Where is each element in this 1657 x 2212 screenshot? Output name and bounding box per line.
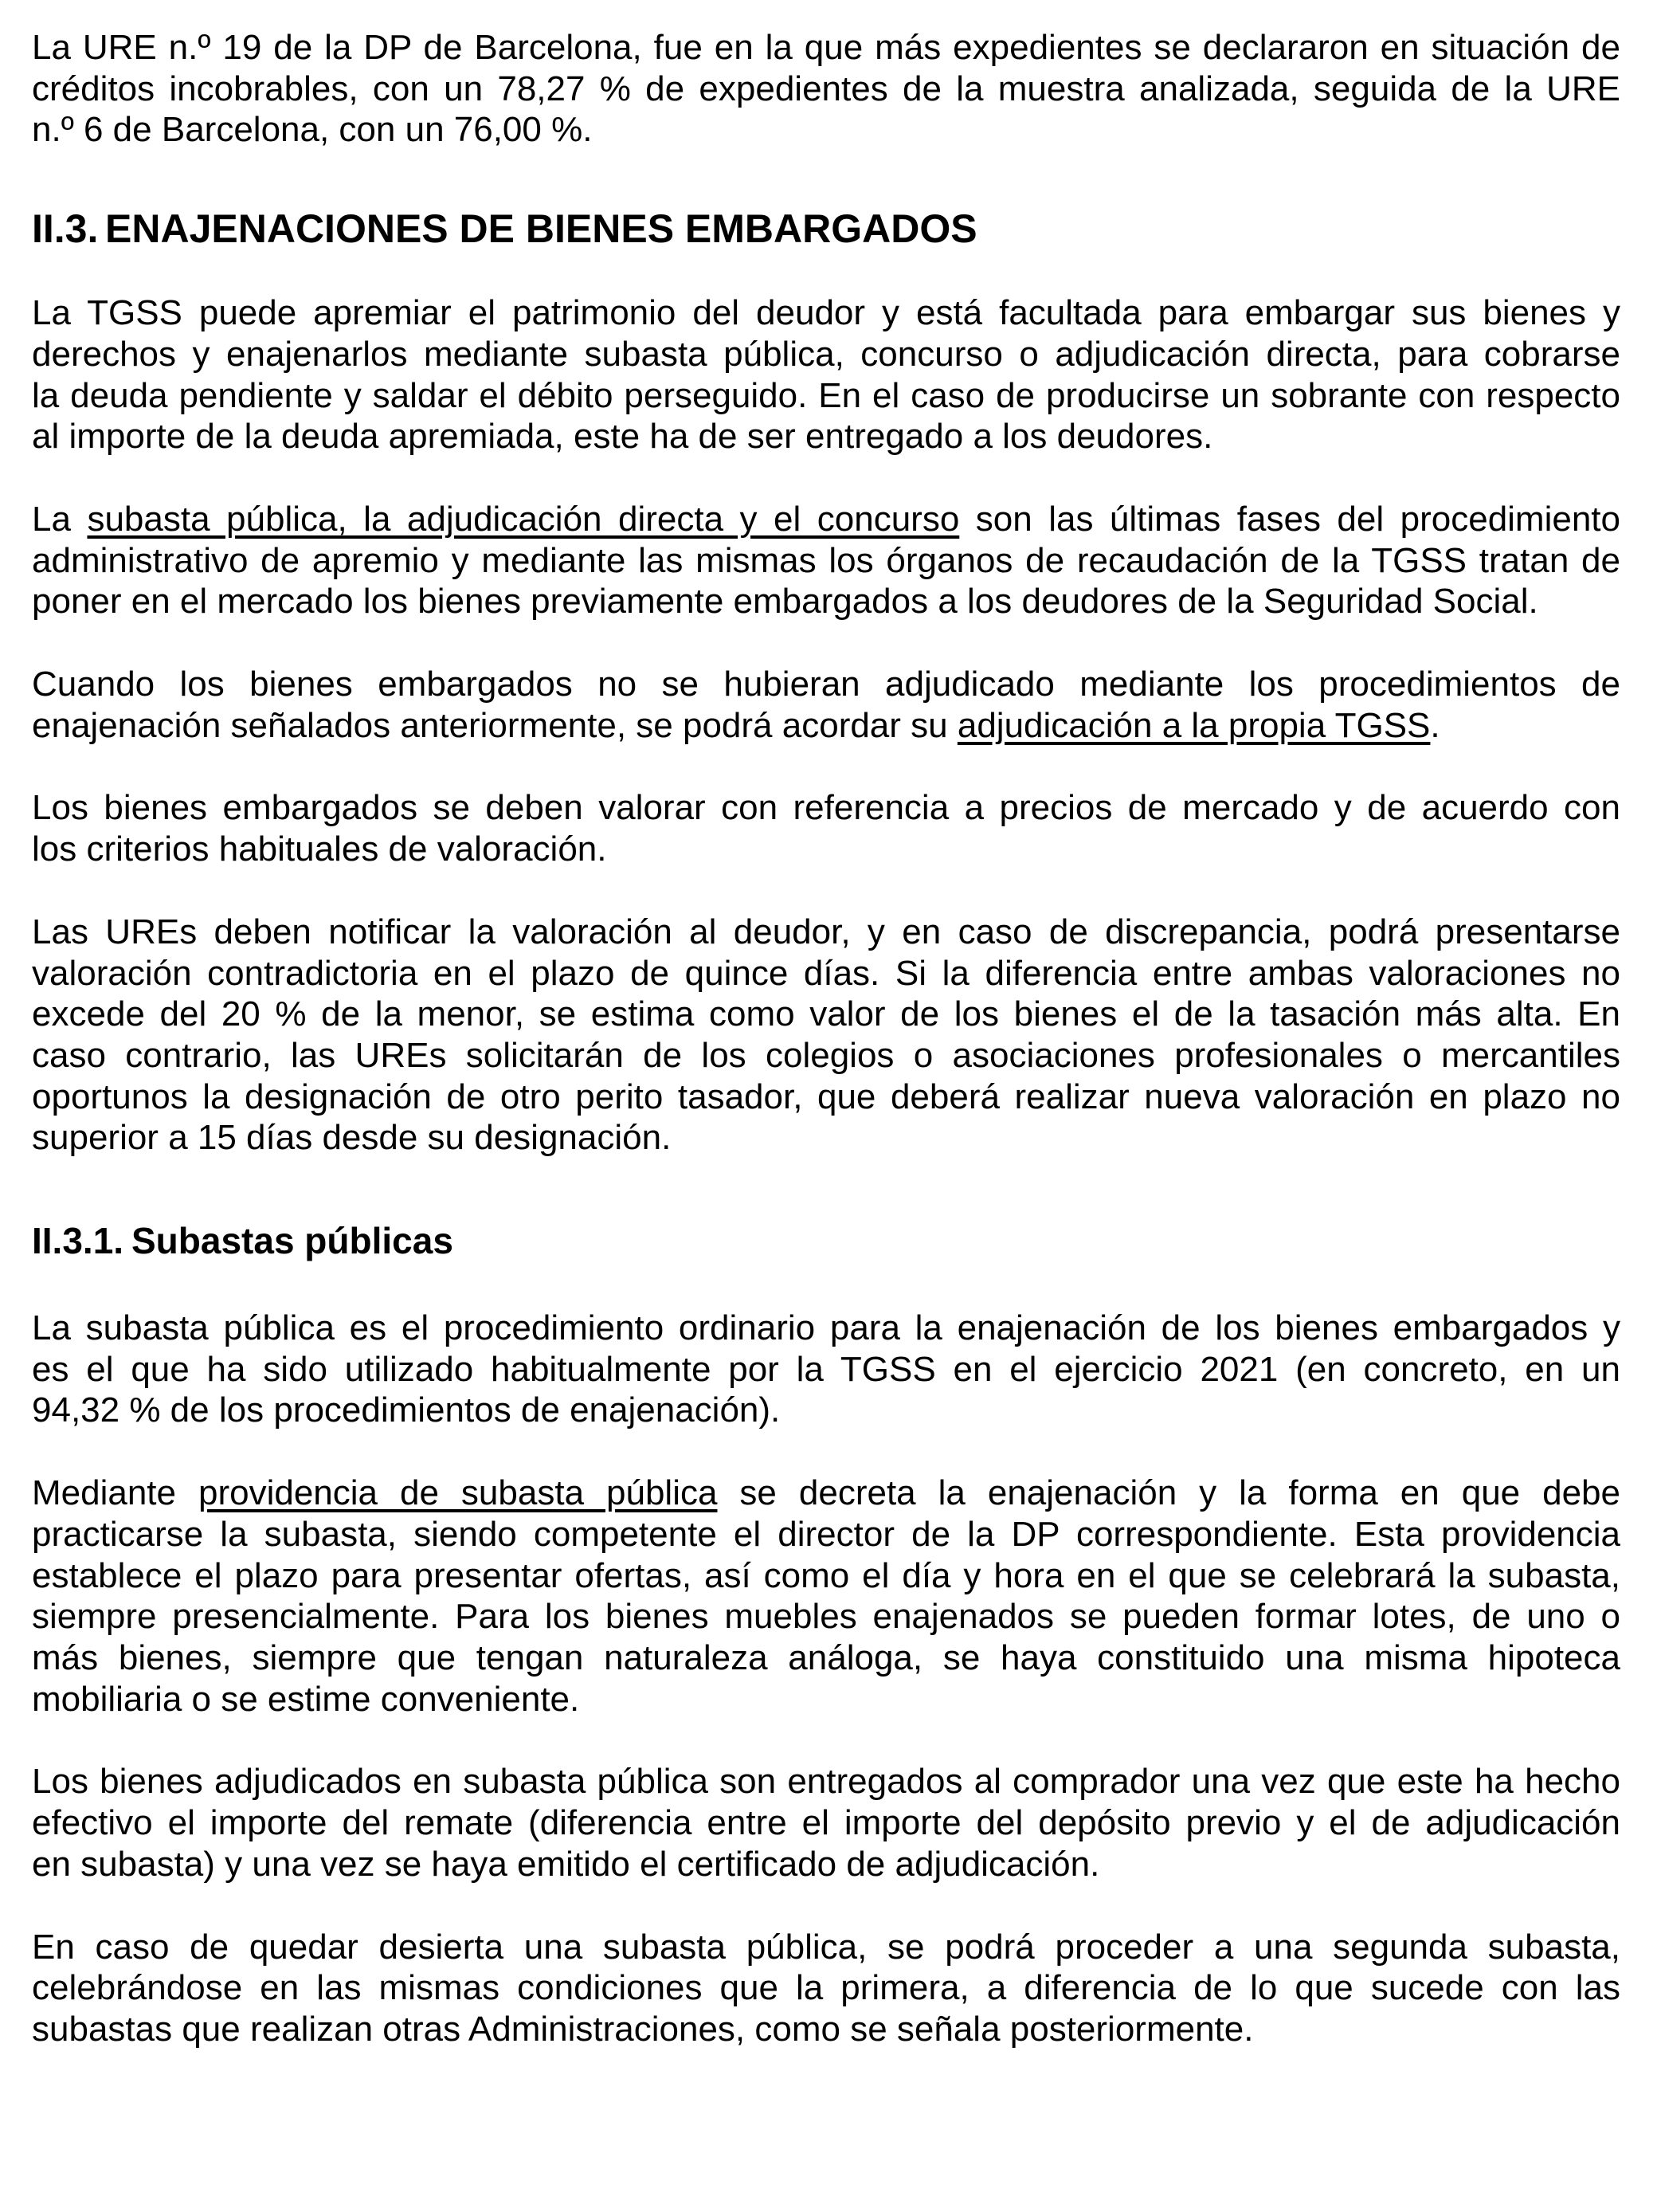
para-ure-incobrables: [32, 27, 1620, 151]
text-segment: .: [1430, 705, 1440, 745]
text-segment: se decreta la enajenación y la forma en que debe: [717, 1473, 1621, 1513]
para-adjudicacion-propia-tgss: [32, 664, 1620, 746]
text-segment: mobiliaria o se estime conveniente.: [32, 1679, 580, 1719]
para-tgss-apremio: [32, 292, 1620, 457]
underlined-text: providencia de subasta pública: [198, 1473, 718, 1513]
para-valoracion-contradictoria: [32, 912, 1620, 1159]
text-line: [32, 1967, 1620, 2009]
text-line: [32, 1514, 1620, 1555]
text-segment: Las UREs deben notificar la valoración al deudor, y en caso de discrepancia, podrá presentarse: [32, 912, 1620, 951]
text-line: [32, 1390, 1620, 1431]
text-segment: caso contrario, las UREs solicitarán de los colegios o asociaciones profesionales o mercantiles: [32, 1035, 1620, 1075]
text-segment: La TGSS puede apremiar el patrimonio del deudor y está facultada para embargar sus bienes y: [32, 293, 1620, 333]
text-line: [32, 1637, 1620, 1679]
text-line: [32, 1802, 1620, 1844]
text-segment: valoración contradictoria en el plazo de quince días. Si la diferencia entre ambas valoraciones no: [32, 953, 1620, 993]
text-segment: es el que ha sido utilizado habitualmente por la TGSS en el ejercicio 2021 (en concreto, en un: [32, 1349, 1620, 1389]
text-segment: son las últimas fases del procedimiento: [959, 499, 1620, 539]
text-line: [32, 994, 1620, 1035]
text-segment: derechos y enajenarlos mediante subasta pública, concurso o adjudicación directa, para cobrarse: [32, 334, 1620, 374]
text-line: [32, 1117, 1620, 1159]
text-segment: 94,32 % de los procedimientos de enajenación).: [32, 1390, 781, 1430]
text-line: [32, 1761, 1620, 1802]
text-segment: administrativo de apremio y mediante las mismas los órganos de recaudación de la TGSS tratan de: [32, 540, 1620, 580]
heading-number: II.3.1.: [32, 1220, 124, 1262]
text-line: [32, 375, 1620, 417]
text-segment: al importe de la deuda apremiada, este ha de ser entregado a los deudores.: [32, 417, 1213, 457]
text-segment: Cuando los bienes embargados no se hubieran adjudicado mediante los procedimientos de: [32, 665, 1620, 704]
text-line: [32, 787, 1620, 829]
para-entrega-comprador: [32, 1761, 1620, 1885]
heading-title: ENAJENACIONES DE BIENES EMBARGADOS: [105, 206, 977, 252]
text-line: [32, 1927, 1620, 1968]
text-line: [32, 27, 1620, 69]
text-line: [32, 664, 1620, 705]
text-line: [32, 829, 1620, 870]
text-segment: superior a 15 días desde su designación.: [32, 1118, 672, 1158]
text-segment: oportunos la designación de otro perito tasador, que deberá realizar nueva valoración en plazo no: [32, 1077, 1620, 1116]
text-segment: poner en el mercado los bienes previamente embargados a los deudores de la Seguridad Social.: [32, 582, 1538, 622]
text-segment: más bienes, siempre que tengan naturaleza análoga, se haya constituido una misma hipoteca: [32, 1637, 1620, 1677]
text-segment: subastas que realizan otras Administraciones, como se señala posteriormente.: [32, 2009, 1254, 2049]
text-line: [32, 1555, 1620, 1597]
text-segment: La subasta pública es el procedimiento ordinario para la enajenación de los bienes embargados y: [32, 1308, 1620, 1348]
text-line: [32, 109, 1620, 151]
text-segment: créditos incobrables, con un 78,27 % de expedientes de la muestra analizada, seguida de la URE: [32, 69, 1620, 108]
text-segment: practicarse la subasta, siendo competente el director de la DP correspondiente. Esta providencia: [32, 1514, 1620, 1554]
text-line: [32, 705, 1620, 747]
para-subasta-procedimiento-ordinario: [32, 1308, 1620, 1431]
para-ultimas-fases: [32, 499, 1620, 622]
text-line: [32, 334, 1620, 375]
text-segment: En caso de quedar desierta una subasta pública, se podrá proceder a una segunda subasta,: [32, 1927, 1620, 1967]
underlined-text: subasta pública, la adjudicación directa y el concurso: [87, 499, 960, 539]
text-line: [32, 1679, 1620, 1720]
text-line: [32, 2009, 1620, 2050]
text-line: [32, 1596, 1620, 1637]
text-segment: la deuda pendiente y saldar el débito perseguido. En el caso de producirse un sobrante con respecto: [32, 375, 1620, 415]
section-heading-ii-3-1: [32, 1218, 1620, 1263]
text-line: [32, 1077, 1620, 1118]
text-line: [32, 416, 1620, 457]
text-line: [32, 292, 1620, 334]
text-line: [32, 953, 1620, 994]
text-line: [32, 581, 1620, 622]
text-segment: celebrándose en las mismas condiciones que la primera, a diferencia de lo que sucede con las: [32, 1968, 1620, 2008]
text-segment: efectivo el importe del remate (diferencia entre el importe del depósito previo y el de adjudicación: [32, 1803, 1620, 1843]
underlined-text: adjudicación a la propia TGSS: [957, 705, 1431, 745]
text-segment: en subasta) y una vez se haya emitido el certificado de adjudicación.: [32, 1844, 1100, 1884]
text-segment: los criterios habituales de valoración.: [32, 830, 607, 869]
text-segment: establece el plazo para presentar ofertas, así como el día y hora en el que se celebrará la subasta,: [32, 1555, 1620, 1595]
text-segment: enajenación señalados anteriormente, se podrá acordar su: [32, 705, 958, 745]
heading-title: Subastas públicas: [131, 1220, 453, 1262]
text-line: [32, 1844, 1620, 1885]
para-segunda-subasta: [32, 1927, 1620, 2050]
text-segment: Los bienes embargados se deben valorar con referencia a precios de mercado y de acuerdo con: [32, 788, 1620, 828]
text-segment: excede del 20 % de la menor, se estima como valor de los bienes el de la tasación más alta. En: [32, 994, 1620, 1034]
text-line: [32, 540, 1620, 582]
text-line: [32, 499, 1620, 540]
text-segment: La URE n.º 19 de la DP de Barcelona, fue en la que más expedientes se declararon en situación de: [32, 28, 1620, 67]
text-segment: siempre presencialmente. Para los bienes muebles enajenados se pueden formar lotes, de uno o: [32, 1597, 1620, 1637]
text-line: [32, 1035, 1620, 1077]
text-line: [32, 1473, 1620, 1514]
para-providencia-subasta: [32, 1473, 1620, 1720]
text-line: [32, 912, 1620, 953]
text-segment: La: [32, 499, 88, 539]
section-heading-ii-3: [32, 205, 1620, 253]
text-line: [32, 1349, 1620, 1390]
text-line: [32, 1308, 1620, 1349]
text-segment: Mediante: [32, 1473, 198, 1513]
text-segment: Los bienes adjudicados en subasta pública son entregados al comprador una vez que este ha hecho: [32, 1762, 1620, 1802]
text-segment: n.º 6 de Barcelona, con un 76,00 %.: [32, 110, 593, 150]
text-line: [32, 69, 1620, 110]
para-valoracion-mercado: [32, 787, 1620, 869]
heading-number: II.3.: [32, 206, 99, 252]
